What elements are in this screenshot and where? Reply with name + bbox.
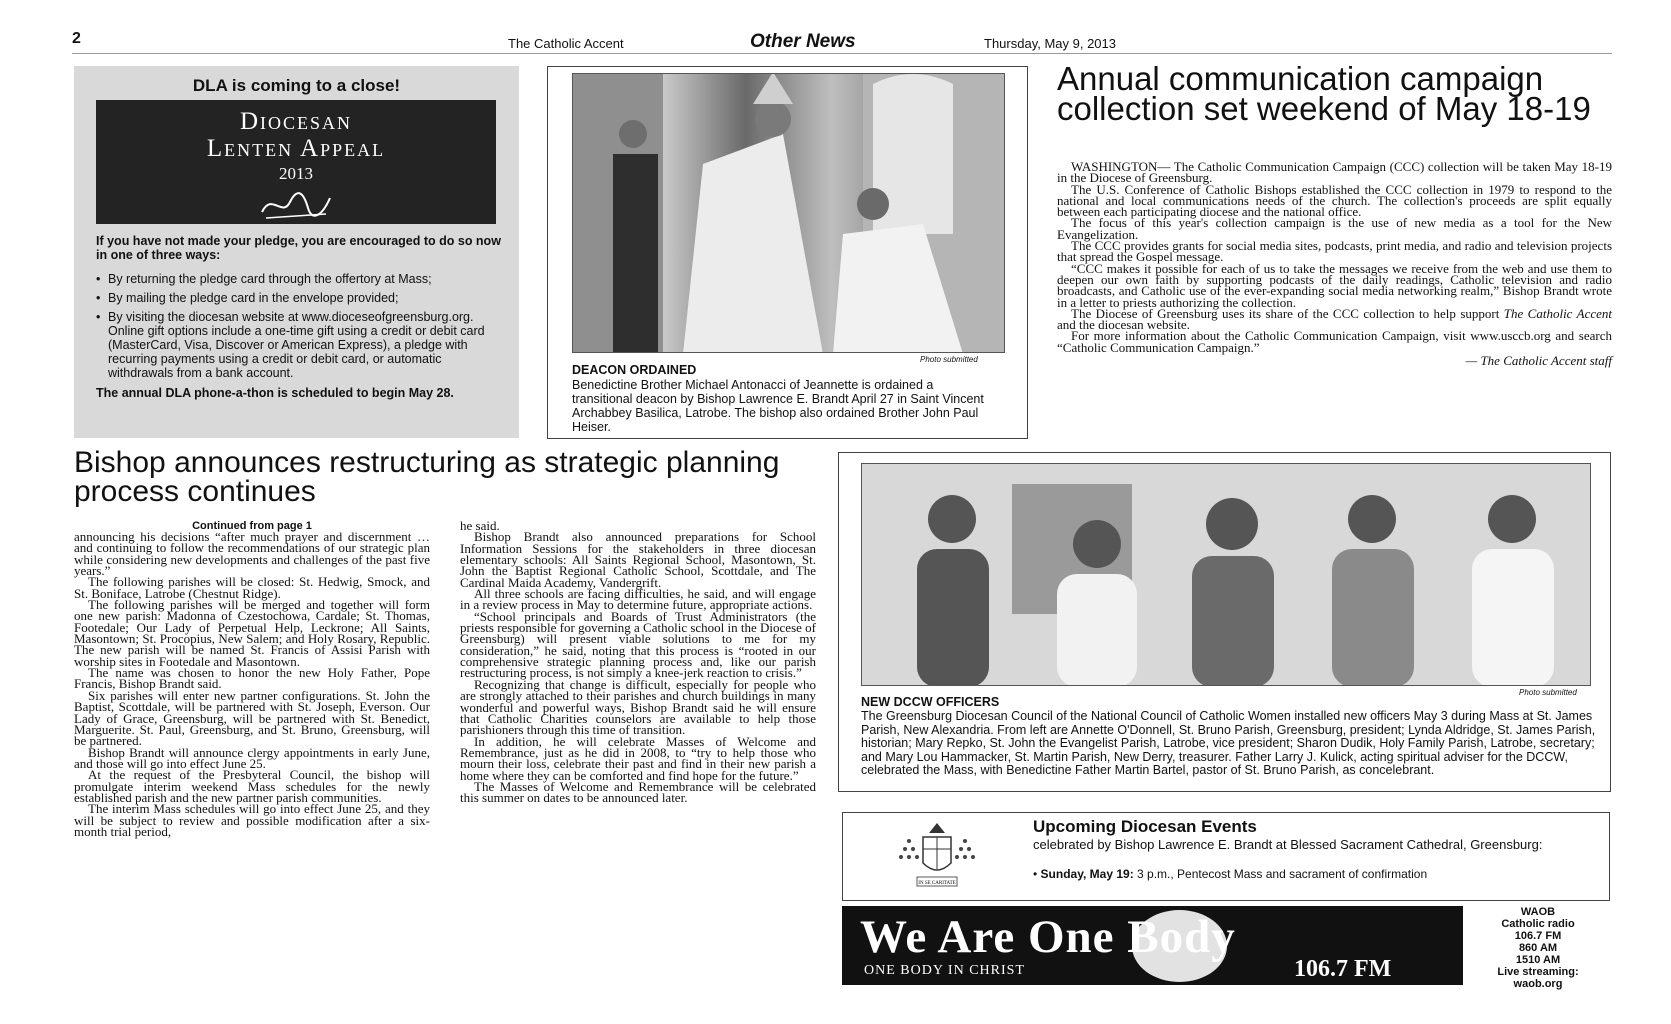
article-body (1057, 159, 1612, 369)
article-paragraph: Six parishes will enter new partner configurations. St. John the Baptist, Scottdale, will be partnered with St. Joseph, Everson. Our Lady of Grace, Greensburg, will be partnered with St. Benedict, Marguerite. St. Paul, Greensburg, and St. Bruno, Greensburg, will be partnered. (74, 687, 430, 749)
dla-title: DLA is coming to a close! (192, 76, 401, 95)
dla-body (96, 234, 501, 400)
article-paragraph: The U.S. Conference of Catholic Bishops established the CCC collection in 1979 to respond to the national and local communications needs of the church. The collection's proceeds are split equally between each participating diocese and the national office. (1057, 181, 1612, 220)
dla-way-item: • By returning the pledge card through the offertory at Mass; (96, 272, 501, 286)
deacon-ordination-photo (572, 73, 1005, 353)
header-rule (72, 53, 1612, 54)
dla-logo-line1: Diocesan (239, 108, 353, 135)
article-paragraph (1057, 305, 1612, 333)
radio-station-info (1468, 906, 1608, 990)
dla-footer: The annual DLA phone-a-thon is scheduled to begin May 28. (96, 386, 454, 400)
events-box (842, 812, 1610, 901)
article-headline: Annual communication campaign collection set weekend of May 18-19 (1057, 60, 1591, 127)
station-line: 860 AM (1518, 942, 1558, 954)
article-paragraph: In addition, he will celebrate Masses of Welcome and Remembrance, just as he did in 2008, to “try to help those who mourn their loss, celebrate their past and find in their new parish a home where they can be comforted and find hope for the future.” (460, 733, 816, 783)
dla-way-item: • By visiting the diocesan website at www.dioceseofgreensburg.org. Online gift options include a one-time gift using a credit or debit card (MasterCard, Visa, Discover or American Express), a pledge with recurring payments using a credit or debit card, or automatic withdrawals from a bank account. (96, 310, 501, 380)
events-title: Upcoming Diocesan Events (1033, 817, 1257, 836)
article-column-1 (74, 531, 430, 837)
article-paragraph: The Masses of Welcome and Remembrance will be celebrated this summer on dates to be announced later. (460, 778, 816, 806)
article-paragraph: Recognizing that change is difficult, especially for people who are strongly attached to their parishes and church buildings in many wonderful and powerful ways, Bishop Brandt said he will ensure that Catholic Charities counselors are available to help those parishioners through this time of transition. (460, 676, 816, 738)
photo-caption: The Greensburg Diocesan Council of the National Council of Catholic Women installed new officers May 3 during Mass at St. James Parish, New Alexandria. From left are Annette O'Donnell, St. Bruno Parish, Greensburg, president; Lynda Aldridge, St. James Parish, historian; Mary Repko, St. John the Evangelist Parish, Latrobe, vice president; Sharon Dudik, Holy Family Parish, Latrobe, secretary; and Mary Lou Hammacker, St. Martin Parish, New Derry, treasurer. Father Larry J. Kulick, acting spiritual adviser for the DCCW, celebrated the Mass, with Benedictine Father Martin Bartel, pastor of St. Bruno Parish, as concelebrant. (861, 709, 1596, 777)
signature-icon (256, 188, 336, 224)
section-name: Other News (750, 31, 856, 52)
article-paragraph: At the request of the Presbyteral Council, the bishop will promulgate interim weekend Mass schedules for the newly established parish and the new partner parish communities. (74, 767, 430, 805)
ad-subline: ONE BODY IN CHRIST (864, 963, 1025, 978)
station-line: 1510 AM (1515, 954, 1561, 966)
article-paragraph: The focus of this year's collection campaign is the use of new media as a tool for the New Evangelization. (1057, 215, 1612, 242)
publication-name: The Catholic Accent (1503, 305, 1612, 321)
photo-caption: Benedictine Brother Michael Antonacci of Jeannette is ordained a transitional deacon by Bishop Lawrence E. Brandt April 27 in Saint Vincent Archabbey Basilica, Latrobe. The bishop also ordained Brother John Paul Heiser. (572, 378, 984, 434)
text-run: and the diocesan website. (1057, 317, 1190, 333)
station-link: waob.org (1513, 978, 1563, 990)
photo-credit: Photo submitted (1519, 688, 1577, 697)
dla-logo (96, 100, 496, 224)
crest-motto: IN SE CARITATE (918, 881, 956, 886)
event-date: Sunday, May 19: (1040, 867, 1134, 881)
bishop-crest-icon (889, 819, 985, 889)
event-description: 3 p.m., Pentecost Mass and sacrament of confirmation (1133, 867, 1428, 881)
ad-frequency: 106.7 FM (1294, 956, 1392, 982)
paper-name: The Catholic Accent (508, 36, 624, 51)
issue-date: Thursday, May 9, 2013 (984, 36, 1116, 51)
article-paragraph: All three schools are facing difficulties, he said, and will engage in a review process in May to determine future, appropriate actions. (460, 586, 816, 613)
event-item: • Sunday, May 19: 3 p.m., Pentecost Mass and sacrament of confirmation (1033, 867, 1428, 881)
page-number: 2 (72, 30, 81, 47)
events-subtitle: celebrated by Bishop Lawrence E. Brandt at Blessed Sacrament Cathedral, Greensburg: (1033, 837, 1543, 852)
station-line: Live streaming: (1497, 966, 1579, 978)
dccw-officers-photo (861, 463, 1591, 686)
article-paragraph: WASHINGTON— The Catholic Communication Campaign (CCC) collection will be taken May 18-19 in the Diocese of Greensburg. (1057, 159, 1612, 186)
article-paragraph: The name was chosen to honor the new Holy Father, Pope Francis, Bishop Brandt said. (74, 665, 430, 692)
article-paragraph: The following parishes will be merged and together will form one new parish: Madonna of Czestochowa, Cardale; St. Thomas, Footedale; Our Lady of Perpetual Help, Leckrone; All Saints, Masontown; St. Procopius, New Salem; and Holy Rosary, Republic. The new parish will be named St. Francis of Assisi Parish with worship sites in Footedale and Masontown. (74, 597, 430, 669)
article-paragraph: The CCC provides grants for social media sites, podcasts, print media, and radio and television projects that spread the Gospel message. (1057, 238, 1612, 265)
article-column-2 (460, 520, 816, 804)
article-paragraph: he said. (460, 518, 500, 533)
article-paragraph: announcing his decisions “after much prayer and discernment … and continuing to follow the recommendations of our strategic plan while considering new developments and challenges of the past five years.” (74, 529, 430, 579)
radio-ad-banner (842, 906, 1463, 985)
article-paragraph: The following parishes will be closed: St. Hedwig, Smock, and St. Boniface, Latrobe (Chestnut Ridge). (74, 574, 430, 601)
article-paragraph: “School principals and Boards of Trust Administrators (the priests responsible for governing a Catholic school in the Diocese of Greensburg) will present viable solutions to me for my consideration,” he said, noting that this process is “rooted in our comprehensive strategic planning process and, like our parish restructuring process, is not simply a knee-jerk reaction to crisis.” (460, 608, 816, 681)
article-paragraph: Bishop Brandt will announce clergy appointments in early June, and those will go into effect June 25. (74, 744, 430, 771)
continued-note: Continued from page 1 (192, 520, 312, 532)
station-line: WAOB (1520, 906, 1556, 918)
photo-credit: Photo submitted (920, 355, 978, 364)
photo-headline: NEW DCCW OFFICERS (861, 695, 1000, 709)
byline: — The Catholic Accent staff (1465, 353, 1612, 369)
text-run: The Diocese of Greensburg uses its share of the CCC collection to help support (1071, 305, 1504, 321)
article-paragraph: For more information about the Catholic Communication Campaign, visit www.usccb.org and search “Catholic Communication Campaign.” (1057, 328, 1612, 355)
dla-logo-line2: Lenten Appeal (206, 135, 386, 162)
dla-logo-year: 2013 (279, 164, 313, 183)
deacon-photo-illustration (573, 74, 1005, 353)
article-paragraph: Bishop Brandt also announced preparations for School Information Sessions for the stakeholders in three diocesan elementary schools: All Saints Regional School, Masontown, St. John the Baptist Regional Catholic School, Scottdale, and The Cardinal Maida Academy, Vandergrift. (460, 529, 816, 590)
article-headline: Bishop announces restructuring as strategic planning process continues (74, 446, 780, 508)
photo-headline: DEACON ORDAINED (572, 363, 697, 377)
dccw-photo-illustration (862, 464, 1591, 686)
dla-way-item: • By mailing the pledge card in the envelope provided; (96, 291, 501, 305)
dla-ways-list (96, 272, 501, 380)
station-line: 106.7 FM (1514, 930, 1562, 942)
dla-box (74, 66, 519, 438)
dccw-photo-box (838, 452, 1611, 792)
station-line: Catholic radio (1501, 918, 1575, 930)
dla-intro: If you have not made your pledge, you are encouraged to do so now in one of three ways: (96, 234, 501, 262)
article-paragraph: “CCC makes it possible for each of us to take the messages we receive from the web and use them to deepen our own faith by supporting podcasts of the daily readings, Catholic television and radio broadcasts, and Catholic use of the ever-expanding social media networking realm,” Bishop Brandt wrote in a letter to priests authorizing the collection. (1057, 260, 1612, 310)
ad-slogan: We Are One Body (860, 911, 1236, 963)
deacon-photo-box (547, 66, 1028, 439)
article-paragraph: The interim Mass schedules will go into effect June 25, and they will be subject to review and possible modification after a six-month trial period, (74, 801, 430, 839)
